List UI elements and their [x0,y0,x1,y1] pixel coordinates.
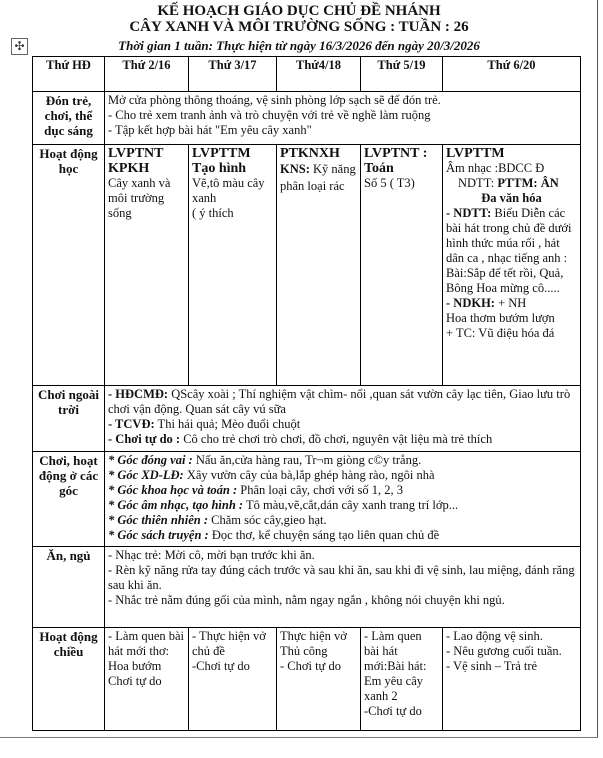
hdh-fri-cell [443,145,581,386]
row-hoat-dong-chieu [33,628,581,731]
hdh-wed-kns-label: KNS: [280,162,310,176]
chieu-tue-line: - Thực hiện vở chủ đề [192,629,266,658]
header-cell-thu: Thứ 5/19 [361,57,443,92]
goc-text: Tô màu,vẽ,cắt,dán cây xanh trang trí lớp... [243,498,459,512]
hdh-wed-area: PTKNXH [280,146,340,161]
hdh-tue-subject: Tạo hình [192,161,247,176]
hdcmd-text: QScây xoài ; Thí nghiệm vật chìm- nổi ,quan sát vườn cây lạc tiên, Giao lưu trò chơi vận động. Quan sát cây vú sữa [108,387,571,416]
hdh-mon-subject: KPKH [108,161,150,176]
goc-label: * Góc XD-LĐ: [108,468,184,482]
hdh-wed-cell [277,145,361,386]
goc-label: * Góc khoa học và toán : [108,483,238,497]
chieu-wed-line: - Chơi tự do [280,659,341,673]
goc-item [108,528,577,543]
row-hoat-dong-hoc [33,145,581,386]
row-label-hoat-dong-chieu: Hoạt động chiều [33,628,105,731]
hdh-fri-ndkh-text: + NH [498,296,527,310]
row-choi-ngoai-troi [33,386,581,452]
don-tre-line: - Tập kết hợp bài hát "Em yêu cây xanh" [108,123,312,137]
chieu-wed-line: Thực hiện vở Thủ công [280,629,347,658]
don-tre-line: - Cho trẻ xem tranh ảnh và trò chuyện với trẻ về nghề làm ruộng [108,108,431,122]
hdh-thu-cell [361,145,443,386]
row-don-tre [33,92,581,145]
hdh-wed-kns-text: Kỹ năng phân loại rác [280,162,356,193]
hdh-fri-area: LVPTTM [446,146,505,161]
hdh-fri-ndtt-label: NDTT: [458,176,495,190]
hdh-tue-note: ( ý thích [192,206,234,220]
goc-label: * Góc đóng vai : [108,453,193,467]
row-label-an-ngu: Ăn, ngủ [33,547,105,628]
choi-ngoai-troi-line [108,387,577,417]
goc-item [108,453,577,468]
choi-ngoai-troi-line [108,417,577,432]
table-move-handle-icon[interactable]: ✣ [11,38,28,55]
header-cell-tue: Thứ 3/17 [189,57,277,92]
hdh-mon-area: LVPTNT [108,146,164,161]
hdh-fri-line: + TC: Vũ điệu hóa đá [446,326,555,340]
page-bottom-border [0,737,598,738]
goc-text: Xây vườn cây của bà,lắp ghép hàng rào, ngôi nhà [183,468,435,482]
title-line-1: KẾ HOẠCH GIÁO DỤC CHỦ ĐỀ NHÁNH [157,3,441,19]
goc-item [108,498,577,513]
row-label-hoat-dong-hoc: Hoạt động học [33,145,105,386]
row-an-ngu [33,547,581,628]
hdh-tue-topic: Vẽ,tô màu cây xanh [192,176,265,205]
chieu-fri-line: - Lao động vệ sinh. [446,629,543,643]
hdh-tue-area: LVPTTM [192,146,251,161]
goc-text: Chăm sóc cây,gieo hạt. [208,513,327,527]
an-ngu-line: - Nhắc trẻ nằm đúng gối của mình, nằm ngay ngắn , không nói chuyện khi ngủ. [108,593,505,607]
hdcmd-label: - HĐCMĐ: [108,387,169,401]
header-row [33,57,581,92]
header-cell-activity: Thứ HĐ [33,57,105,92]
don-tre-content [105,92,581,145]
goc-label: * Góc âm nhạc, tạo hình : [108,498,244,512]
row-label-choi-goc: Chơi, hoạt động ở các góc [33,452,105,547]
goc-label: * Góc thiên nhiên : [108,513,209,527]
chieu-fri-line: - Vệ sinh – Trả trẻ [446,659,538,673]
hdh-fri-line: Âm nhạc :BDCC Đ [446,161,545,175]
title-line-3: Thời gian 1 tuần: Thực hiện từ ngày 16/3/2026 đến ngày 20/3/2026 [118,38,480,53]
choi-goc-content [105,452,581,547]
row-label-choi-ngoai-troi: Chơi ngoài trời [33,386,105,452]
header-cell-wed: Thứ4/18 [277,57,361,92]
chieu-tue-cell [189,628,277,731]
page-right-border [597,0,598,738]
hdh-mon-cell [105,145,189,386]
hdh-fri-ndtt2-text: Biểu Diễn các bài hát trong chủ đề dưới hình thức múa rối , hát dân ca , nhạc tiếng anh : Bài:Sắp đế tết rồi, Quả, Bông Hoa mừng cô..... [446,206,572,295]
choi-tu-do-label: - Chơi tự do : [108,432,181,446]
an-ngu-line: - Rèn kỹ năng rửa tay đúng cách trước và sau khi ăn, sau khi đi vệ sinh, lau miệng, đánh răng sau khi ăn. [108,563,575,592]
chieu-fri-line: - Nêu gương cuối tuần. [446,644,562,658]
goc-item [108,483,577,498]
hdh-wed-topic [280,161,357,195]
choi-ngoai-troi-content [105,386,581,452]
an-ngu-line: - Nhạc trẻ: Mời cô, mời bạn trước khi ăn. [108,548,315,562]
hdh-fri-line: Hoa thơm bướm lượn [446,311,555,325]
tcvd-text: Thi hái quả; Mèo đuổi chuột [154,417,301,431]
hdh-fri-ndtt2-label: - NDTT: [446,206,492,220]
goc-label: * Góc sách truyện : [108,528,209,542]
goc-text: Nấu ăn,cửa hàng rau, Tr¬m giòng c©y trång. [192,453,422,467]
chieu-thu-line: -Chơi tự do [364,704,422,718]
chieu-tue-line: -Chơi tự do [192,659,250,673]
an-ngu-content [105,547,581,628]
hdh-fri-line [446,206,577,296]
hdh-fri-pttm: PTTM: ÂN [497,176,559,190]
hdh-tue-cell [189,145,277,386]
chieu-thu-cell [361,628,443,731]
hdh-fri-line: Đa văn hóa [481,191,542,205]
choi-tu-do-text: Cô cho trẻ chơi trò chơi, đồ chơi, nguyên vật liệu mà trẻ thích [180,432,493,446]
schedule-table [32,56,581,731]
don-tre-line: Mở cửa phòng thông thoáng, vệ sinh phòng lớp sạch sẽ để đón trẻ. [108,93,441,107]
hdh-fri-line [446,176,577,191]
hdh-fri-line [446,296,577,311]
chieu-thu-line: - Làm quen bài hát mới:Bài hát: Em yêu cây xanh 2 [364,629,427,703]
hdh-fri-ndkh-label: - NDKH: [446,296,495,310]
hdh-thu-topic: Số 5 ( T3) [364,176,415,190]
goc-item [108,468,577,483]
chieu-fri-cell [443,628,581,731]
hdh-mon-topic: Cây xanh và môi trường sống [108,176,171,220]
row-label-don-tre: Đón trẻ, chơi, thể dục sáng [33,92,105,145]
chieu-wed-cell [277,628,361,731]
chieu-mon-line: - Làm quen bài hát mới thơ: Hoa bướm [108,629,185,673]
chieu-mon-cell [105,628,189,731]
goc-text: Đọc thơ, kể chuyện sáng tạo liên quan chủ đề [208,528,440,542]
header-cell-fri: Thứ 6/20 [443,57,581,92]
chieu-mon-line: Chơi tự do [108,674,162,688]
hdh-thu-area: LVPTNT : [364,146,428,161]
header-cell-mon: Thứ 2/16 [105,57,189,92]
title-line-2: CÂY XANH VÀ MÔI TRƯỜNG SỐNG : TUẦN : 26 [129,19,469,35]
goc-text: Phân loại cây, chơi với số 1, 2, 3 [237,483,404,497]
hdh-thu-subject: Toán [364,161,394,176]
tcvd-label: - TCVĐ: [108,417,155,431]
goc-item [108,513,577,528]
choi-ngoai-troi-line [108,432,577,447]
row-choi-goc [33,452,581,547]
